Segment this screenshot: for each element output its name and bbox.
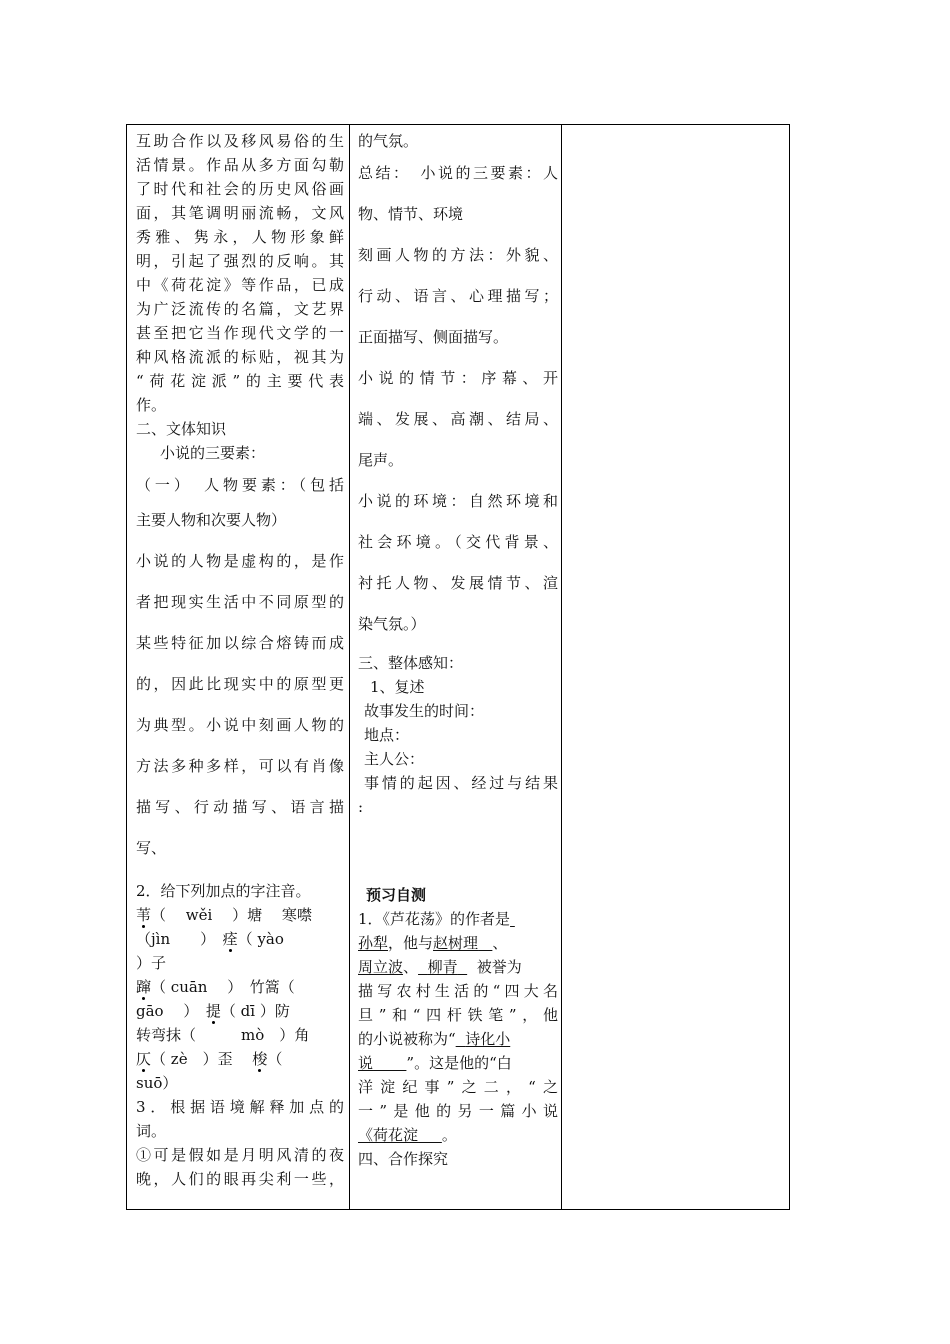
answer-writer: 赵树理 <box>433 934 479 952</box>
word: 子 <box>151 954 167 972</box>
answer-style: 诗化小 <box>465 1030 511 1048</box>
preview-line: 旦”和“四杆铁笔”，他 <box>358 1006 558 1024</box>
summary-line: 总结： 小说的三要素：人 <box>358 164 558 182</box>
preview-text: 的小说被称为“ <box>358 1030 456 1048</box>
pinyin-line: （jìn ） 痊（ yào <box>136 930 284 948</box>
character-desc-line: 方法多种多样，可以有肖像 <box>136 757 344 775</box>
pinyin-line: ）子 <box>136 954 167 972</box>
word: 竹篙 <box>249 978 280 996</box>
preview-line <box>358 955 558 979</box>
character-desc-line: 为典型。小说中刻画人物的 <box>136 716 344 734</box>
intro-line: 为广泛流传的名篇，文艺界 <box>136 300 344 318</box>
question-2: 2．给下列加点的字注音。 <box>136 882 311 900</box>
dotted-char: 苇 <box>136 906 152 924</box>
left-column <box>136 129 344 1191</box>
word: 寒噤 <box>281 906 312 924</box>
env-line: 小说的环境：自然环境和 <box>358 492 558 510</box>
pinyin: gāo <box>136 1002 164 1020</box>
preview-text: ，他与 <box>388 934 434 952</box>
env-line: 社会环境。（交代背景、 <box>358 533 558 551</box>
right-column <box>562 125 789 1209</box>
dotted-char: 仄 <box>136 1050 152 1068</box>
section-heading: 四、合作探究 <box>358 1150 449 1168</box>
intro-line: “荷花淀派”的主要代表 <box>136 372 344 390</box>
character-desc-line: 小说的人物是虚构的，是作 <box>136 552 344 570</box>
summary-line: 物、情节、环境 <box>358 205 464 223</box>
question-3: 3．根据语境解释加点的 <box>136 1098 344 1116</box>
pinyin-line: suō） <box>136 1074 178 1092</box>
dotted-char: 提 <box>205 1002 221 1020</box>
pinyin: cuān <box>170 978 208 996</box>
intro-line: 种风格流派的标贴，视其为 <box>136 348 344 366</box>
pinyin-line: gāo ） 提（ dī ）防 <box>136 1002 290 1020</box>
answer-style: 说 <box>358 1054 374 1072</box>
pinyin: mò <box>241 1026 265 1044</box>
env-line: 染气氛。） <box>358 615 426 633</box>
character-desc-line: 某些特征加以综合熔铸而成 <box>136 634 344 652</box>
intro-line: 中《荷花淀》等作品，已成 <box>136 276 344 294</box>
lesson-table <box>126 124 790 1210</box>
word: 转弯抹 <box>136 1026 182 1044</box>
plot-line: 端、发展、高潮、结局、 <box>358 410 558 428</box>
cause-label: : <box>358 798 364 816</box>
word: 角 <box>294 1026 310 1044</box>
preview-line: 洋淀纪事”之二，“之 <box>358 1078 558 1096</box>
pinyin-line: 仄（ zè ）歪 梭（ <box>136 1050 283 1068</box>
character-desc-line: 者把现实生活中不同原型的 <box>136 593 344 611</box>
preview-line: 一”是他的另一篇小说 <box>358 1102 558 1120</box>
preview-line <box>358 907 558 931</box>
answer-writer: 周立波 <box>358 958 404 976</box>
preview-text: 1．《芦花荡》的作者是 <box>358 910 511 928</box>
question-3-item: ①可是假如是月明风清的夜 <box>136 1146 344 1164</box>
pinyin-line: 苇（ wěi ）塘 寒噤 <box>136 906 312 924</box>
pinyin: yào <box>257 930 284 948</box>
preview-text: 被誉为 <box>476 958 522 976</box>
answer-writer: 柳青 <box>427 958 458 976</box>
preview-text: 、 <box>403 958 419 976</box>
intro-line: 作。 <box>136 396 167 414</box>
protagonist-label: 主人公： <box>364 750 425 768</box>
dotted-char: 蹿 <box>136 978 152 996</box>
cause-label: 事情的起因、经过与结果 <box>364 774 558 792</box>
word: 塘 <box>247 906 263 924</box>
preview-title: 预习自测 <box>366 886 427 904</box>
character-desc-line: 描写、行动描写、语言描 <box>136 798 344 816</box>
subheading: 小说的三要素： <box>160 444 266 462</box>
intro-line: 了时代和社会的历史风俗画 <box>136 180 344 198</box>
dotted-char: 梭 <box>252 1050 268 1068</box>
word: 歪 <box>217 1050 233 1068</box>
section-heading: 二、文体知识 <box>136 420 227 438</box>
middle-column <box>358 129 558 1171</box>
answer-author: 孙犁 <box>358 934 389 952</box>
preview-line <box>358 1027 558 1051</box>
preview-text: 。 <box>441 1126 457 1144</box>
preview-text: 、 <box>492 934 508 952</box>
preview-line <box>358 1051 558 1075</box>
pinyin: suō <box>136 1074 163 1092</box>
answer-title: 《荷花淀 <box>358 1126 419 1144</box>
preview-text: ”。这是他的“白 <box>406 1054 512 1072</box>
text-line: 的气氛。 <box>358 132 419 150</box>
character-desc-line: 的，因此比现实中的原型更 <box>136 675 344 693</box>
intro-line: 互助合作以及移风易俗的生 <box>136 132 344 150</box>
intro-line: 甚至把它当作现代文学的一 <box>136 324 344 342</box>
character-desc-line: 写、 <box>136 839 167 857</box>
place-label: 地点： <box>364 726 410 744</box>
retell-label: 1、复述 <box>370 678 425 696</box>
dotted-char: 痊 <box>222 930 238 948</box>
intro-line: 活情景。作品从多方面勾勒 <box>136 156 344 174</box>
time-label: 故事发生的时间： <box>364 702 485 720</box>
pinyin: jìn <box>151 930 171 948</box>
preview-line <box>358 1123 558 1147</box>
intro-line: 面，其笔调明丽流畅，文风 <box>136 204 344 222</box>
pinyin-line: 蹿（ cuān ） 竹篙（ <box>136 978 295 996</box>
plot-line: 尾声。 <box>358 451 404 469</box>
methods-line: 刻画人物的方法：外貌、 <box>358 246 558 264</box>
section-heading: 三、整体感知： <box>358 654 464 672</box>
plot-line: 小说的情节：序幕、开 <box>358 369 558 387</box>
intro-line: 明，引起了强烈的反响。其 <box>136 252 344 270</box>
intro-line: 秀雅、隽永，人物形象鲜 <box>136 228 344 246</box>
question-3: 词。 <box>136 1122 167 1140</box>
column-divider <box>349 125 350 1209</box>
pinyin: zè <box>170 1050 188 1068</box>
pinyin: dī <box>240 1002 256 1020</box>
word: 防 <box>274 1002 290 1020</box>
preview-line: 描写农村生活的“四大名 <box>358 982 558 1000</box>
character-item: 主要人物和次要人物） <box>136 511 287 529</box>
preview-line <box>358 931 558 955</box>
character-item: （一） 人物要素：（包括 <box>136 476 344 494</box>
pinyin: wěi <box>185 906 213 924</box>
methods-line: 行动、语言、心理描写； <box>358 287 558 305</box>
env-line: 衬托人物、发展情节、渲 <box>358 574 558 592</box>
pinyin-line: 转弯抹（ mò ）角 <box>136 1026 310 1044</box>
question-3-item: 晚，人们的眼再尖利一些， <box>136 1170 344 1188</box>
methods-line: 正面描写、侧面描写。 <box>358 328 509 346</box>
